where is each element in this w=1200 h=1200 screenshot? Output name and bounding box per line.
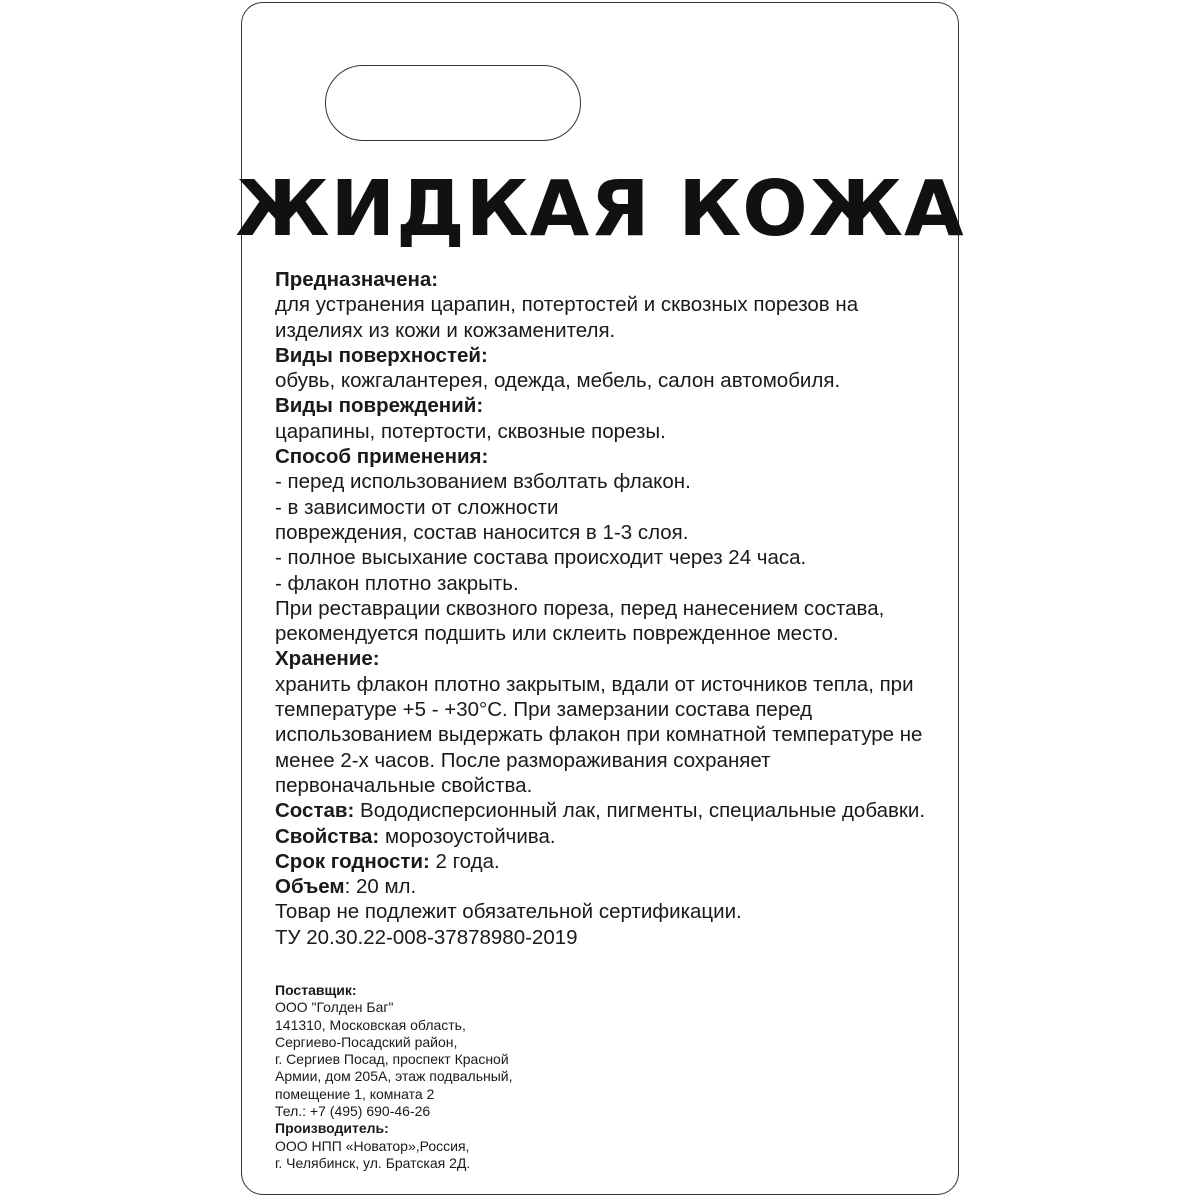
supplier-line: 141310, Московская область, — [275, 1016, 466, 1033]
purpose-heading: Предназначена: — [275, 268, 439, 291]
damages-heading: Виды повреждений: — [275, 394, 484, 418]
composition-value: Вододисперсионный лак, пигменты, специальные добавки. — [354, 799, 926, 823]
shelf-life-label: Срок годности: — [275, 849, 430, 873]
manufacturer-line: ООО НПП «Новатор»,Россия, — [275, 1137, 470, 1154]
product-title: ЖИДКАЯ КОЖА — [235, 165, 965, 254]
composition-row — [275, 798, 950, 823]
instructions-block — [275, 267, 950, 950]
purpose-line: изделиях из кожи и кожзаменителя. — [275, 318, 616, 342]
storage-heading: Хранение: — [275, 647, 380, 671]
hang-hole — [325, 65, 581, 141]
supplier-heading: Поставщик: — [275, 982, 357, 998]
volume-row — [275, 874, 950, 899]
damages-line: царапины, потертости, сквозные порезы. — [275, 419, 666, 443]
supplier-line: г. Сергиев Посад, проспект Красной — [275, 1051, 509, 1068]
supplier-line: Сергиево-Посадский район, — [275, 1033, 458, 1050]
tu-number: ТУ 20.30.22-008-37878980-2019 — [275, 925, 578, 949]
usage-line: - в зависимости от сложности — [275, 495, 559, 519]
usage-line: - перед использованием взболтать флакон. — [275, 470, 691, 494]
supplier-phone: Тел.: +7 (495) 690-46-26 — [275, 1103, 431, 1120]
usage-line: рекомендуется подшить или склеить поврежденное место. — [275, 622, 839, 646]
usage-line: - флакон плотно закрыть. — [275, 571, 519, 595]
storage-line: менее 2-х часов. После размораживания сохраняет — [275, 748, 771, 772]
storage-line: хранить флакон плотно закрытым, вдали от источников тепла, при — [275, 672, 914, 696]
supplier-line: Армии, дом 205А, этаж подвальный, — [275, 1068, 513, 1085]
purpose-line: для устранения царапин, потертостей и сквозных порезов на — [275, 293, 859, 317]
storage-line: первоначальные свойства. — [275, 773, 533, 797]
usage-line: При реставрации сквозного пореза, перед нанесением состава, — [275, 596, 885, 620]
storage-line: использованием выдержать флакон при комнатной температуре не — [275, 723, 923, 747]
supplier-line: помещение 1, комната 2 — [275, 1085, 435, 1102]
manufacturer-heading: Производитель: — [275, 1120, 389, 1137]
certification-note: Товар не подлежит обязательной сертификации. — [275, 900, 742, 924]
usage-heading: Способ применения: — [275, 445, 489, 469]
supplier-block — [275, 982, 675, 1172]
properties-label: Свойства: — [275, 824, 380, 848]
volume-value: : 20 мл. — [344, 875, 417, 899]
surfaces-line: обувь, кожгалантерея, одежда, мебель, салон автомобиля. — [275, 369, 841, 393]
manufacturer-line: г. Челябинск, ул. Братская 2Д. — [275, 1154, 471, 1171]
usage-line: - полное высыхание состава происходит через 24 часа. — [275, 546, 807, 570]
storage-line: температуре +5 - +30°С. При замерзании состава перед — [275, 698, 813, 722]
composition-label: Состав: — [275, 799, 355, 823]
usage-line: повреждения, состав наносится в 1-3 слоя. — [275, 520, 689, 544]
properties-value: морозоустойчива. — [379, 824, 556, 848]
shelf-life-value: 2 года. — [429, 849, 500, 873]
surfaces-heading: Виды поверхностей: — [275, 343, 488, 367]
supplier-line: ООО "Голден Баг" — [275, 999, 394, 1016]
properties-row — [275, 824, 950, 849]
volume-label: Объем — [275, 875, 345, 899]
shelf-life-row — [275, 849, 950, 874]
